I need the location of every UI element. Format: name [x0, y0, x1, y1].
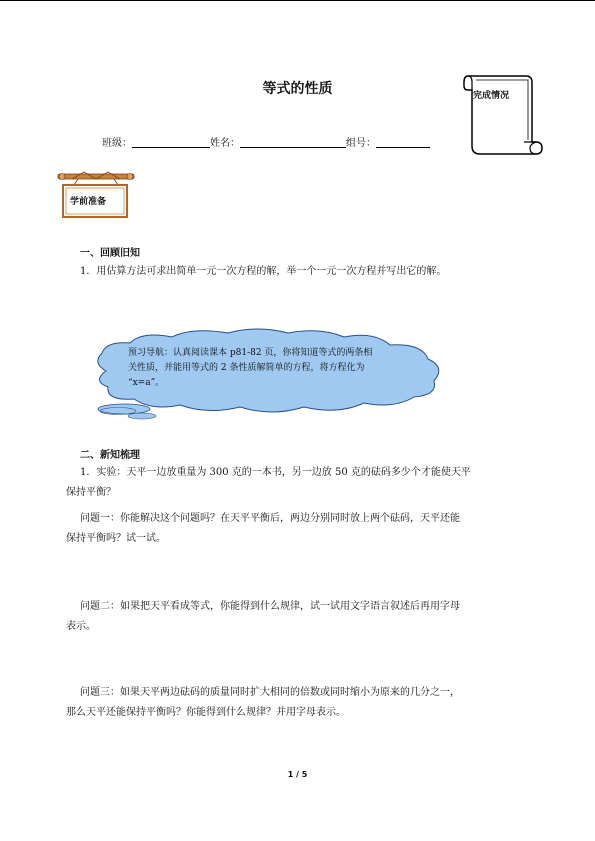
- question2-line1: 问题二：如果把天平看成等式，你能得到什么规律，试一试用文字语言叙述后再用字母: [80, 601, 460, 612]
- experiment-line2: 保持平衡？: [66, 487, 116, 498]
- section-tag-label: 学前准备: [70, 197, 107, 207]
- question1-line2: 保持平衡吗？试一试。: [66, 533, 166, 544]
- class-blank[interactable]: [132, 136, 210, 148]
- group-blank[interactable]: [376, 136, 430, 148]
- completion-status-label: 完成情况: [473, 91, 510, 101]
- preview-guide-line2: 关性质，并能用等式的 2 条性质解简单的方程，将方程化为: [128, 363, 365, 373]
- preview-guide-line1: 预习导航：认真阅读课本 p81-82 页，你将知道等式的两条相: [128, 348, 373, 358]
- section1-heading: 一、回顾旧知: [80, 248, 140, 259]
- top-border: [0, 0, 595, 1]
- question3-line2: 那么天平还能保持平衡吗？你能得到什么规律？并用字母表示。: [66, 707, 346, 718]
- name-blank[interactable]: [240, 136, 346, 148]
- scroll-frame-icon: [458, 70, 548, 160]
- experiment-line1: 1．实验：天平一边放重量为 300 克的一本书，另一边放 50 克的砝码多少个才能使天平: [80, 467, 471, 478]
- question2-line2: 表示。: [66, 621, 96, 632]
- preview-guide-line3: “x=a”。: [128, 378, 165, 388]
- question3-line1: 问题三：如果天平两边砝码的质量同时扩大相同的倍数或同时缩小为原来的几分之一，: [80, 687, 460, 698]
- class-label: 班级：: [102, 138, 132, 149]
- question1-line1: 问题一：你能解决这个问题吗？在天平平衡后，两边分别同时放上两个砝码，天平还能: [80, 513, 460, 524]
- student-info-line: [102, 134, 430, 149]
- section1-question1: 1．用估算方法可求出简单一元一次方程的解，举一个一元一次方程并写出它的解。: [80, 266, 447, 277]
- section2-heading: 二、新知梳理: [80, 450, 140, 461]
- page-title: 等式的性质: [262, 81, 333, 97]
- group-label: 组号：: [346, 138, 376, 149]
- name-label: 姓名：: [210, 138, 240, 149]
- page-number: 1 / 5: [287, 770, 308, 779]
- preview-guide-note: [128, 346, 410, 391]
